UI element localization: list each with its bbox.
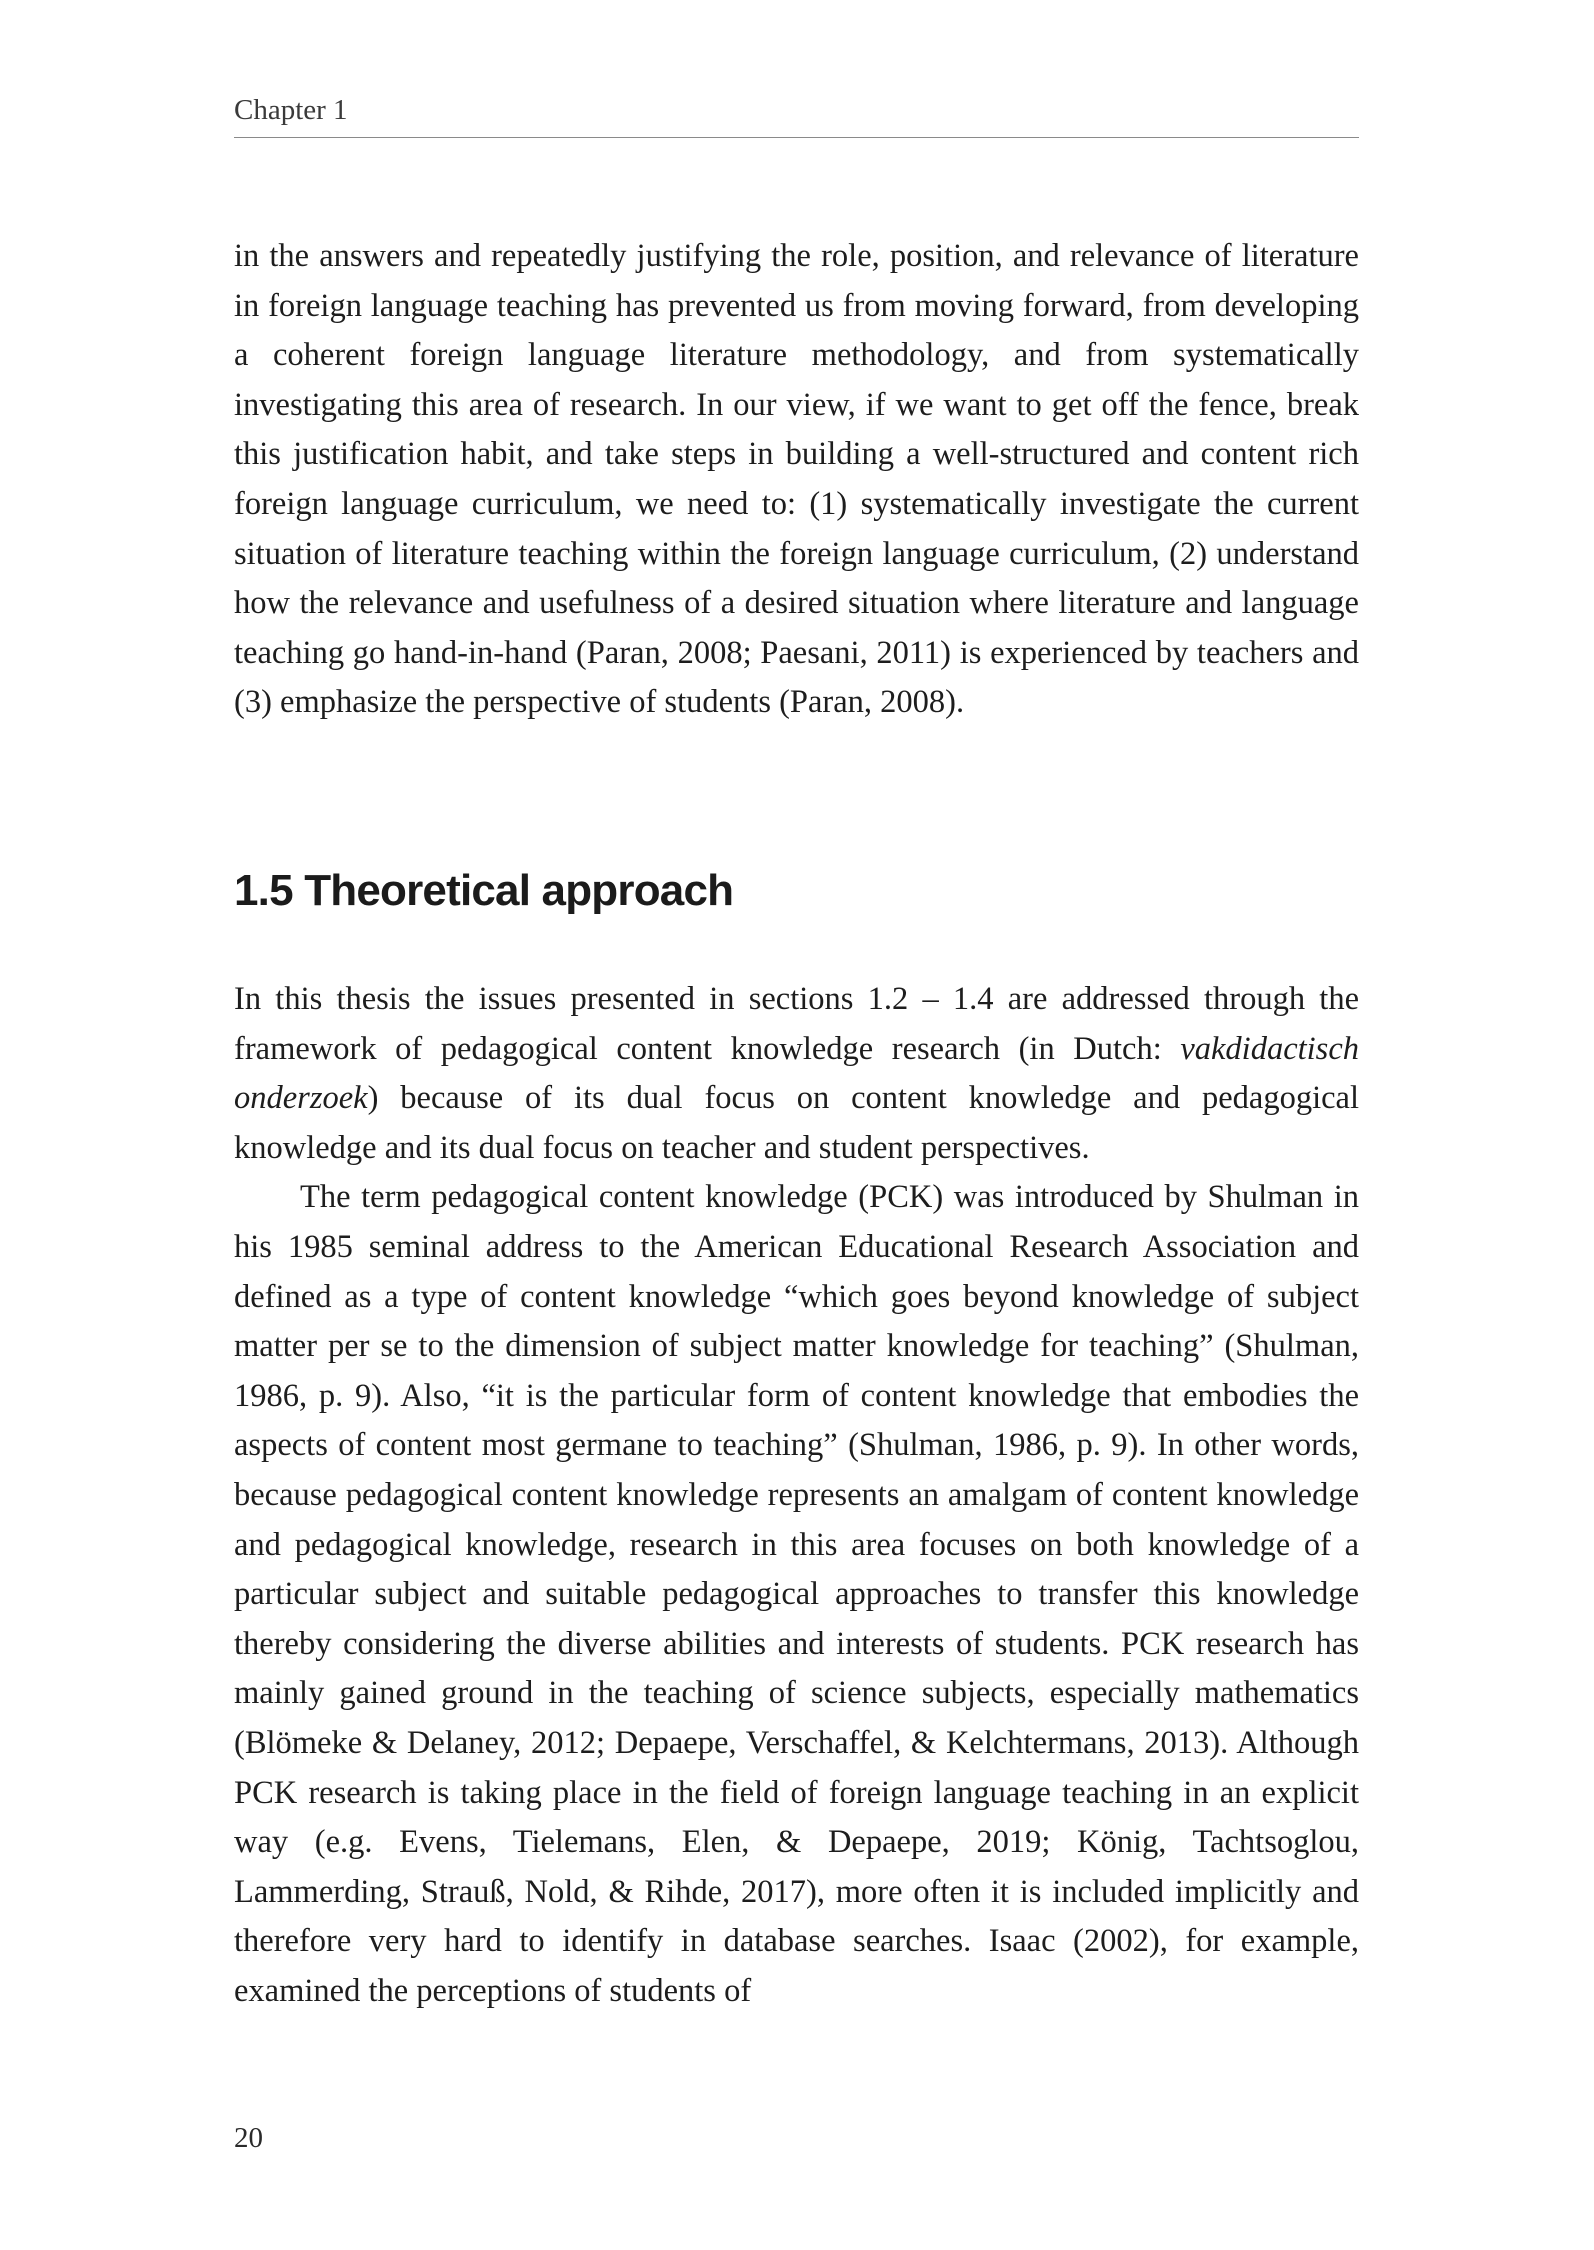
- section-paragraph-2: The term pedagogical content knowledge (PCK) was introduced by Shulman in his 1985 seminal address to the American Educational Research Association and defined as a type of content knowledge “which goes beyond knowledge of subject matter per se to the dimension of subject matter knowledge for teaching” (Shulman, 1986, p. 9). Also, “it is the particular form of content knowledge that embodies the aspects of content most germane to teaching” (Shulman, 1986, p. 9). In other words, because pedagogical content knowledge represents an amalgam of content knowledge and pedagogical knowledge, research in this area focuses on both knowledge of a particular subject and suitable pedagogical approaches to transfer this knowledge thereby considering the diverse abilities and interests of students. PCK research has mainly gained ground in the teaching of science subjects, especially mathematics (Blömeke & Delaney, 2012; Depaepe, Verschaffel, & Kelchtermans, 2013). Although PCK research is taking place in the field of foreign language teaching in an explicit way (e.g. Evens, Tielemans, Elen, & Depaepe, 2019; König, Tachtsoglou, Lammerding, Strauß, Nold, & Rihde, 2017), more often it is included implicitly and therefore very hard to identify in database searches. Isaac (2002), for example, examined the perceptions of students of: [234, 1179, 1359, 2009]
- paragraph-1-text-start: In this thesis the issues presented in sections 1.2 – 1.4 are addressed through the framework of pedagogical content knowledge research (in Dutch:: [234, 981, 1359, 1067]
- section-heading: 1.5 Theoretical approach: [234, 866, 734, 915]
- intro-text-block: [234, 232, 1359, 728]
- page-number: 20: [234, 2122, 263, 2154]
- section-paragraph-1: [234, 975, 1359, 1173]
- intro-paragraph: in the answers and repeatedly justifying the role, position, and relevance of literature in foreign language teaching has prevented us from moving forward, from developing a coherent foreign language literature methodology, and from systematically investigating this area of research. In our view, if we want to get off the fence, break this justification habit, and take steps in building a well-structured and content rich foreign language curriculum, we need to: (1) systematically investigate the current situation of literature teaching within the foreign language curriculum, (2) understand how the relevance and usefulness of a desired situation where literature and language teaching go hand-in-hand (Paran, 2008; Paesani, 2011) is experienced by teachers and (3) emphasize the perspective of students (Paran, 2008).: [234, 238, 1359, 721]
- section-text-block: [234, 975, 1359, 2016]
- running-head: [234, 88, 1359, 138]
- running-head-text: Chapter 1: [234, 94, 348, 126]
- paragraph-1-text-end: ) because of its dual focus on content knowledge and pedagogical knowledge and its dual focus on teacher and student perspectives.: [234, 1080, 1359, 1166]
- paragraph-1-italic-term: vakdidactisch onderzoek: [234, 1030, 1359, 1117]
